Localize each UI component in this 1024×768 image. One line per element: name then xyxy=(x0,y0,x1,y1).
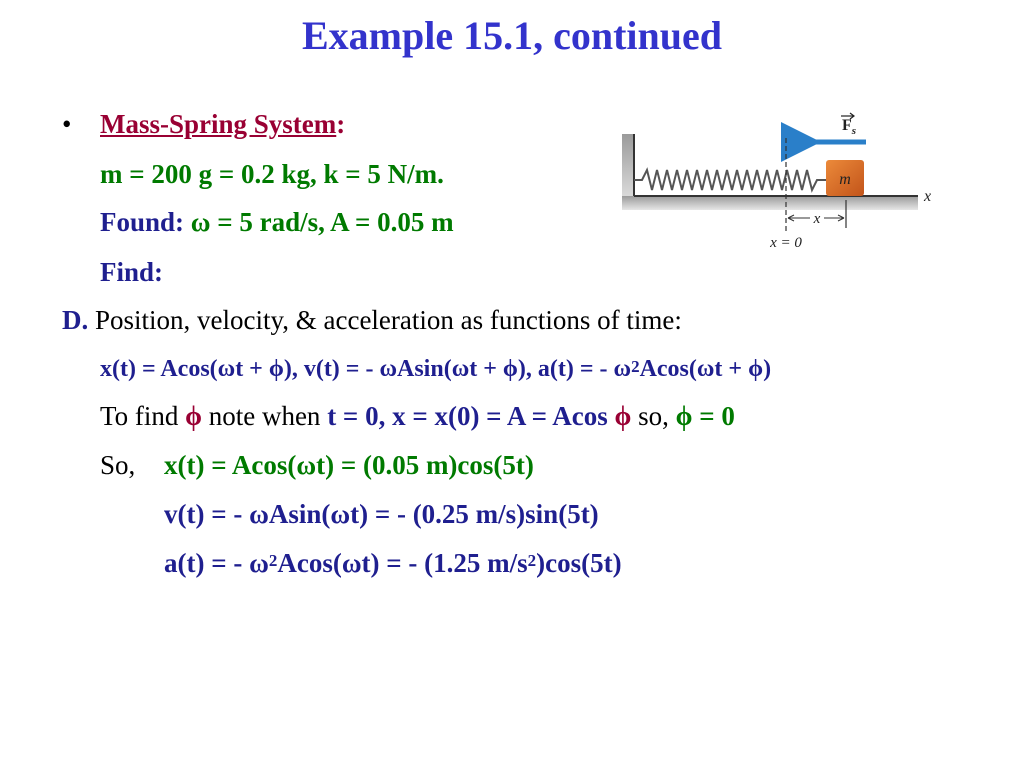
phase-phi-2: ϕ xyxy=(614,401,632,431)
mass-label: m xyxy=(839,171,851,188)
part-d-letter: D. xyxy=(62,305,89,335)
bullet-symbol: • xyxy=(62,109,72,139)
origin-label: x = 0 xyxy=(770,235,802,251)
bullet-heading xyxy=(100,108,345,140)
solution-a-equation xyxy=(164,547,622,579)
mass-spring-heading: Mass-Spring System xyxy=(100,109,337,139)
solution-x-line xyxy=(100,449,135,481)
found-values: ω = 5 rad/s, A = 0.05 m xyxy=(190,207,454,237)
phase-text-2: note when xyxy=(201,401,328,431)
find-label: Find: xyxy=(100,257,164,287)
found-label: Found: xyxy=(100,207,185,237)
heading-colon: : xyxy=(336,109,346,139)
phase-result: ϕ = 0 xyxy=(675,401,735,431)
phase-text-3: so, xyxy=(631,401,676,431)
mass-spring-diagram xyxy=(620,104,940,254)
force-label: $F_s$ xyxy=(842,117,857,137)
general-eq-part2: Acos(ωt + ϕ) xyxy=(639,356,772,382)
a-eq-exponent-1: 2 xyxy=(268,551,278,570)
a-eq-part3: )cos(5t) xyxy=(536,548,622,578)
general-eq-part1: x(t) = Acos(ωt + ϕ), v(t) = - ωAsin(ωt + ϕ), a(t) = - ω xyxy=(100,356,632,382)
bullet-line xyxy=(62,108,71,140)
general-eq-exponent: 2 xyxy=(631,357,640,376)
axis-label: x xyxy=(924,188,932,205)
part-d-text: Position, velocity, & acceleration as functions of time: xyxy=(95,305,682,335)
displacement-label: x xyxy=(813,211,821,227)
floor xyxy=(622,196,918,210)
phase-line xyxy=(100,400,735,432)
so-label: So, xyxy=(100,450,136,480)
spring xyxy=(634,170,826,190)
general-equations xyxy=(100,353,771,385)
a-eq-part1: a(t) = - ω xyxy=(164,548,269,578)
part-d-line xyxy=(62,304,682,336)
a-eq-part2: Acos(ωt) = - (1.25 m/s xyxy=(277,548,528,578)
a-eq-exponent-2: 2 xyxy=(527,551,537,570)
slide-title: Example 15.1, continued xyxy=(301,13,723,58)
phase-text-1: To find xyxy=(100,401,186,431)
found-line xyxy=(100,206,454,238)
solution-v-equation: v(t) = - ωAsin(ωt) = - (0.25 m/s)sin(5t) xyxy=(164,499,599,529)
solution-x-equation: x(t) = Acos(ωt) = (0.05 m)cos(5t) xyxy=(164,450,534,480)
phase-condition: t = 0, x = x(0) = A = Acos xyxy=(327,401,615,431)
phase-phi-1: ϕ xyxy=(185,401,202,431)
given-line: m = 200 g = 0.2 kg, k = 5 N/m. xyxy=(100,159,444,189)
